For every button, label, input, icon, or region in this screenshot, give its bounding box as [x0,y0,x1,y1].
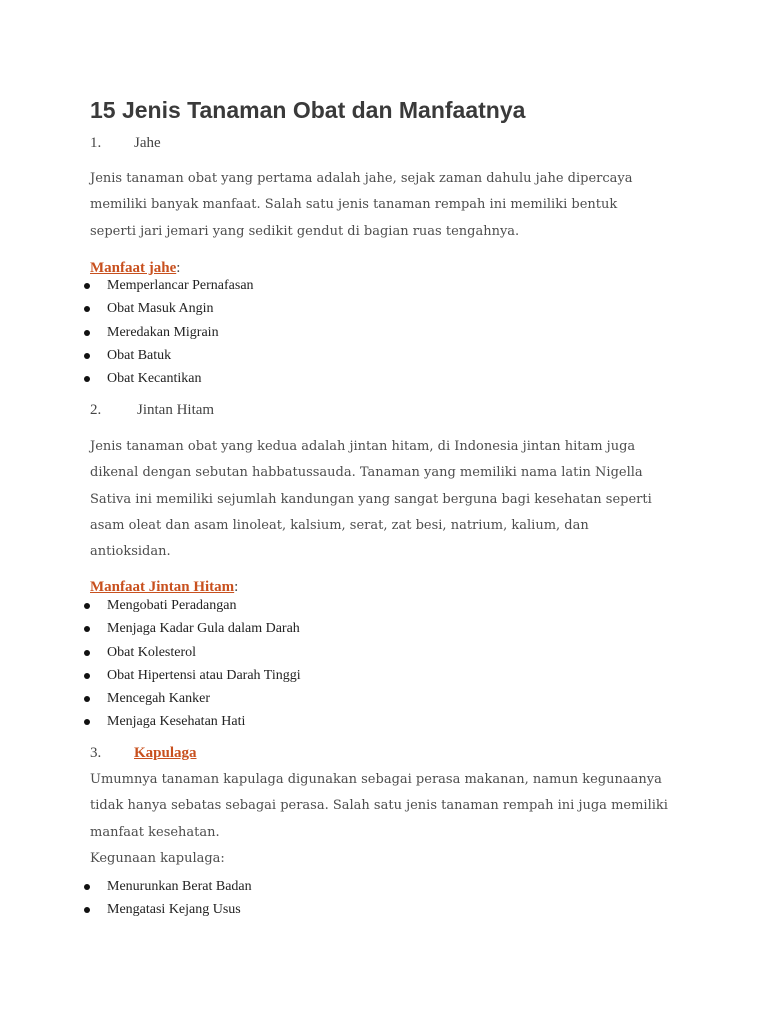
paragraph-jintan-hitam [90,434,670,565]
paragraph-line: Umumnya tanaman kapulaga digunakan sebagai perasa makanan, namun kegunaanya [90,772,662,787]
list-item-text: Obat Masuk Angin [107,301,214,317]
paragraph-line: Sativa ini memiliki sejumlah kandungan yang sangat berguna bagi kesehatan seperti [90,491,652,507]
bullet-icon [84,907,90,913]
paragraph-kapulaga [90,767,670,872]
bullet-icon [84,696,90,702]
bullet-icon [84,626,90,632]
list-item-text: Menjaga Kadar Gula dalam Darah [107,621,300,637]
bullet-icon [84,650,90,656]
paragraph-line: Kegunaan kapulaga: [90,850,225,866]
list-item-text: Meredakan Migrain [107,324,219,340]
list-item-text: Mencegah Kanker [107,691,211,707]
bullet-icon [84,283,90,289]
page-title: 15 Jenis Tanaman Obat dan Manfaatnya [90,97,526,123]
section-name: Jahe [134,135,161,151]
section-name: Jintan Hitam [137,402,215,418]
bullet-icon [84,673,90,679]
colon: : [176,260,181,276]
paragraph-jahe [90,166,670,245]
section-number: 3. [90,745,102,761]
paragraph-line: memiliki banyak manfaat. Salah satu jenis tanaman rempah ini memiliki bentuk [90,197,618,213]
section-number: 1. [90,135,102,151]
paragraph-line: antioksidan. [90,544,171,560]
bullet-icon [84,306,90,312]
bullet-icon [84,603,90,609]
list-item-text: Memperlancar Pernafasan [107,278,254,293]
list-item-text: Obat Batuk [107,347,172,363]
list-item-text: Obat Kecantikan [107,371,202,387]
bullet-icon [84,376,90,382]
list-item-text: Obat Hipertensi atau Darah Tinggi [107,667,301,683]
paragraph-line: tidak hanya sebatas sebagai perasa. Salah satu jenis tanaman rempah ini juga memiliki [90,798,668,814]
paragraph-line: Jenis tanaman obat yang pertama adalah jahe, sejak zaman dahulu jahe dipercaya [90,171,633,186]
section-number: 2. [90,402,102,418]
bullet-icon [84,884,90,890]
list-item-text: Menurunkan Berat Badan [107,879,252,894]
list-item-text: Mengatasi Kejang Usus [107,902,241,918]
list-item-text: Mengobati Peradangan [107,598,237,613]
list-item-text: Obat Kolesterol [107,644,197,660]
paragraph-line: dikenal dengan sebutan habbatussauda. Tanaman yang memiliki nama latin Nigella [90,465,643,481]
bullet-icon [84,353,90,359]
kapulaga-link[interactable]: Kapulaga [134,745,197,761]
colon: : [234,579,239,595]
bullet-icon [84,330,90,336]
list-item-text: Menjaga Kesehatan Hati [107,714,246,730]
bullet-icon [84,719,90,725]
paragraph-line: Jenis tanaman obat yang kedua adalah jintan hitam, di Indonesia jintan hitam juga [90,439,636,454]
manfaat-jahe-link[interactable]: Manfaat jahe [90,260,177,276]
manfaat-jintan-hitam-link[interactable]: Manfaat Jintan Hitam [90,579,235,595]
paragraph-line: asam oleat dan asam linoleat, kalsium, serat, zat besi, natrium, kalium, dan [90,517,589,533]
paragraph-line: seperti jari jemari yang sedikit gendut di bagian ruas tengahnya. [90,223,520,239]
paragraph-line: manfaat kesehatan. [90,824,220,840]
